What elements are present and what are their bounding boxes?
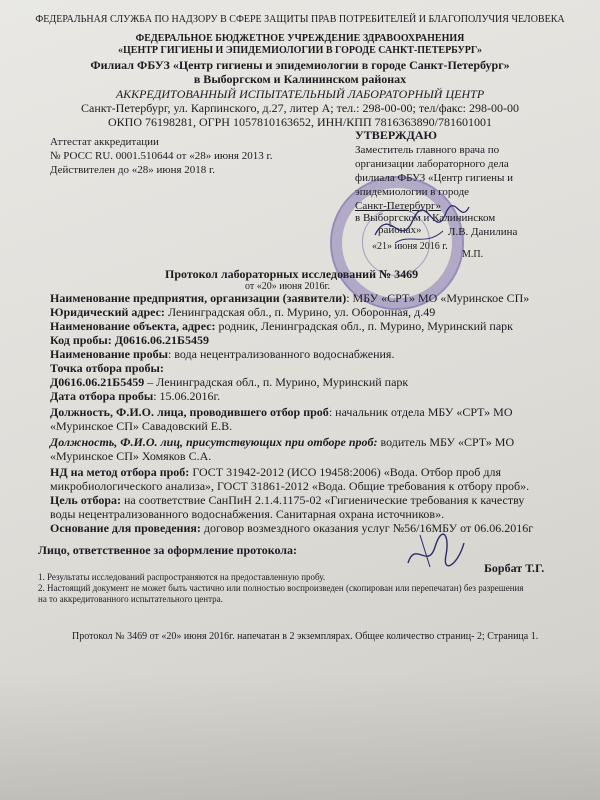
field-sampling-point-code: Д0616.06.21Б5459 (50, 375, 145, 389)
field-nd-method (50, 465, 501, 480)
field-sampling-date-value: : 15.06.2016г. (153, 389, 221, 403)
address-line: Санкт-Петербург, ул. Карпинского, д.27, литер А; тел.: 298-00-00; тел/факс: 298-00-00 (81, 101, 519, 115)
approval-line-4: эпидемиологии в городе (355, 186, 470, 198)
field-present-persons-value: водитель МБУ «СРТ» МО (377, 435, 515, 449)
field-legal-address-label: Юридический адрес: (50, 305, 165, 319)
field-organization-label: Наименование предприятия, организации (заявители) (50, 291, 347, 305)
field-sample-code: Код пробы: Д0616.06.21Б5459 (50, 333, 209, 347)
approval-signer: Л.В. Данилина (448, 226, 518, 238)
approval-line-2: организации лабораторного дела (355, 158, 509, 170)
agency-line: ФЕДЕРАЛЬНАЯ СЛУЖБА ПО НАДЗОРУ В СФЕРЕ ЗАЩИТЫ ПРАВ ПОТРЕБИТЕЛЕЙ И БЛАГОПОЛУЧИЯ ЧЕЛОВЕКА (35, 14, 565, 25)
stamp-place-mark: М.П. (462, 249, 484, 260)
accreditation-number: № РОСС RU. 0001.510644 от «28» июня 2013 г. (50, 150, 273, 162)
accreditation-title: Аттестат аккредитации (50, 136, 159, 148)
approval-title: УТВЕРЖДАЮ (355, 128, 438, 142)
approval-line-3: филиала ФБУЗ «Центр гигиены и (355, 172, 514, 184)
field-sampling-point (50, 375, 408, 390)
field-basis-label: Основание для проведения: (50, 521, 201, 535)
page-shadow (0, 670, 600, 800)
field-goal-value: на соответствие СанПиН 2.1.4.1175-02 «Гигиенические требования к качеству (121, 493, 525, 507)
field-legal-address-value: Ленинградская обл., п. Мурино, ул. Оборонная, д.49 (164, 305, 436, 319)
field-organization (50, 291, 529, 306)
branch-line-2: в Выборгском и Калининском районах (193, 72, 407, 86)
responsible-name: Борбат Т.Г. (484, 561, 545, 575)
responsible-signature-icon (400, 525, 470, 575)
footer-protocol-info: Протокол № 3469 от «20» июня 2016г. напечатан в 2 экземплярах. Общее количество страниц- 2; Страница 1. (72, 631, 539, 642)
field-nd-method-value: ГОСТ 31942-2012 (ИСО 19458:2006) «Вода. Отбор проб для (189, 465, 502, 479)
approval-line-7: районах» (378, 224, 422, 236)
institution-line-2: «ЦЕНТР ГИГИЕНЫ И ЭПИДЕМИОЛОГИИ В ГОРОДЕ САНКТ-ПЕТЕРБУРГ» (118, 45, 482, 56)
note-2-cont: на то аккредитованного испытательного центра. (38, 594, 223, 604)
field-organization-value: : МБУ «СРТ» МО «Муринское СП» (346, 291, 530, 305)
field-legal-address (50, 305, 435, 320)
field-sampling-official-value: : начальник отдела МБУ «СРТ» МО (328, 405, 513, 419)
note-2: 2. Настоящий документ не может быть частично или полностью воспроизведен (скопирован или перепечатан) без разрешения (38, 583, 524, 593)
lab-center-name: АККРЕДИТОВАННЫЙ ИСПЫТАТЕЛЬНЫЙ ЛАБОРАТОРНЫЙ ЦЕНТР (115, 87, 485, 101)
branch-line-1: Филиал ФБУЗ «Центр гигиены и эпидемиологии в городе Санкт-Петербург» (90, 58, 510, 72)
approval-date: «21» июня 2016 г. (372, 241, 448, 252)
approval-line-6: в Выборгском и Калининском (355, 212, 496, 224)
approval-line-5: Санкт-Петербург» (355, 200, 441, 212)
field-object (50, 319, 513, 334)
field-sampling-point-label: Точка отбора пробы: (50, 361, 164, 375)
field-present-persons-cont: «Муринское СП» Хомяков С.А. (50, 449, 212, 463)
field-present-persons (50, 435, 514, 450)
approval-signature-icon (365, 195, 475, 255)
field-sampling-point-value: – Ленинградская обл., п. Мурино, Муринский парк (144, 375, 409, 389)
field-sampling-date (50, 389, 220, 404)
field-present-persons-label: Должность, Ф.И.О. лиц, присутствующих при отборе проб: (50, 435, 378, 449)
approval-line-1: Заместитель главного врача по (355, 144, 500, 156)
accreditation-valid: Действителен до «28» июня 2018 г. (50, 164, 216, 176)
protocol-date: от «20» июня 2016г. (245, 281, 330, 292)
responsible-label: Лицо, ответственное за оформление протокола: (38, 543, 298, 557)
field-sample-name-label: Наименование пробы (50, 347, 168, 361)
field-sampling-official-cont: «Муринское СП» Савадовский Е.В. (50, 419, 233, 433)
field-object-label: Наименование объекта, адрес: (50, 319, 216, 333)
field-sample-name-value: : вода нецентрализованного водоснабжения. (167, 347, 395, 361)
field-goal-cont: воды нецентрализованного водоснабжения. Санитарная охрана источников». (50, 507, 445, 521)
registration-codes: ОКПО 76198281, ОГРН 1057810163652, ИНН/КПП 7816363890/781601001 (108, 115, 492, 129)
field-object-value: родник, Ленинградская обл., п. Мурино, Муринский парк (215, 319, 513, 333)
field-sampling-official-label: Должность, Ф.И.О. лица, проводившего отбор проб (50, 405, 329, 419)
field-sampling-official (50, 405, 513, 420)
institution-line-1: ФЕДЕРАЛЬНОЕ БЮДЖЕТНОЕ УЧРЕЖДЕНИЕ ЗДРАВООХРАНЕНИЯ (135, 33, 465, 44)
field-goal (50, 493, 524, 508)
field-nd-method-label: НД на метод отбора проб: (50, 465, 190, 479)
field-goal-label: Цель отбора: (50, 493, 121, 507)
protocol-title: Протокол лабораторных исследований № 3469 (165, 267, 419, 281)
note-1: 1. Результаты исследований распространяются на предоставленную пробу. (38, 572, 326, 582)
field-basis-value: договор возмездного оказания услуг №56/16МБУ от 06.06.2016г (200, 521, 534, 535)
field-sampling-date-label: Дата отбора пробы (50, 389, 154, 403)
field-sample-name (50, 347, 394, 362)
field-nd-method-cont: микробиологического анализа», ГОСТ 31861-2012 «Вода. Общие требования к отбору проб». (50, 479, 530, 493)
